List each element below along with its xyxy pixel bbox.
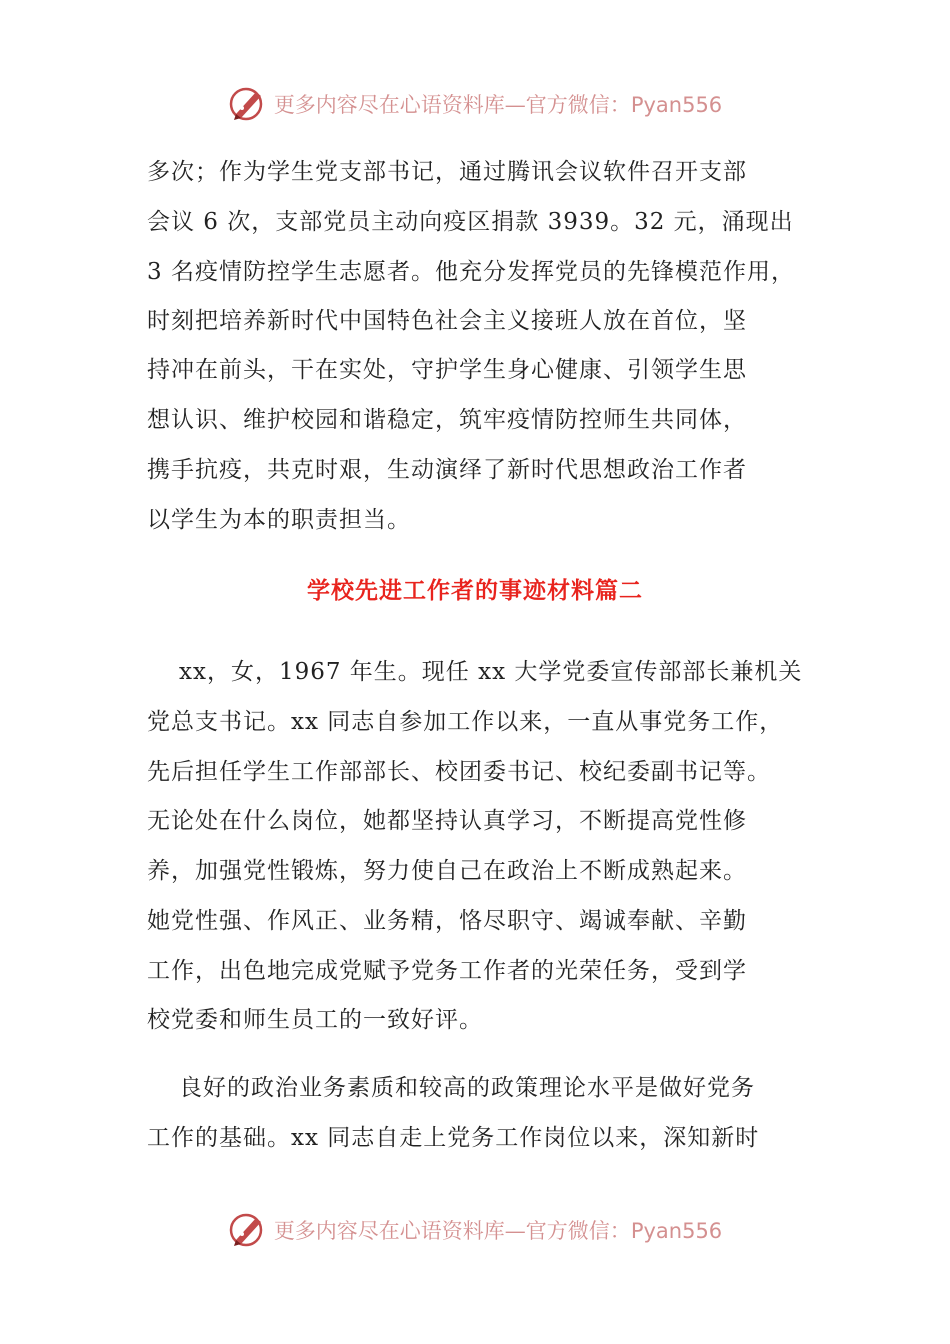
text-line: 多次；作为学生党支部书记，通过腾讯会议软件召开支部 bbox=[147, 159, 747, 185]
text-line: 良好的政治业务素质和较高的政策理论水平是做好党务 bbox=[179, 1075, 755, 1101]
header-wechat-id: Pyan556 bbox=[630, 93, 723, 117]
section-heading: 学校先进工作者的事迹材料篇二 bbox=[307, 578, 643, 604]
header-banner-text: 更多内容尽在心语资料库—官方微信：Pyan556 bbox=[273, 93, 723, 117]
text-line: 养，加强党性锻炼，努力使自己在政治上不断成熟起来。 bbox=[147, 858, 747, 884]
header-banner bbox=[0, 82, 950, 126]
text-line: 以学生为本的职责担当。 bbox=[147, 507, 411, 533]
text-line: 工作的基础。xx 同志自走上党务工作岗位以来，深知新时 bbox=[147, 1125, 760, 1151]
footer-banner bbox=[0, 1208, 950, 1252]
footer-banner-text: 更多内容尽在心语资料库—官方微信：Pyan556 bbox=[273, 1219, 723, 1243]
text-line: 持冲在前头，干在实处，守护学生身心健康、引领学生思 bbox=[147, 357, 747, 383]
text-line: 会议 6 次，支部党员主动向疫区捐款 3939。32 元，涌现出 bbox=[147, 209, 794, 235]
pen-logo-icon bbox=[228, 1210, 268, 1250]
text-line: 工作，出色地完成党赋予党务工作者的光荣任务，受到学 bbox=[147, 958, 747, 984]
text-line: 时刻把培养新时代中国特色社会主义接班人放在首位，坚 bbox=[147, 308, 747, 334]
text-line: 想认识、维护校园和谐稳定，筑牢疫情防控师生共同体， bbox=[147, 407, 747, 433]
text-line: 先后担任学生工作部部长、校团委书记、校纪委副书记等。 bbox=[147, 759, 771, 785]
text-line: 校党委和师生员工的一致好评。 bbox=[147, 1007, 483, 1033]
text-line: 她党性强、作风正、业务精，恪尽职守、竭诚奉献、辛勤 bbox=[147, 908, 747, 934]
pen-logo-icon bbox=[228, 84, 268, 124]
footer-wechat-id: Pyan556 bbox=[630, 1219, 723, 1243]
text-line: xx，女，1967 年生。现任 xx 大学党委宣传部部长兼机关 bbox=[179, 659, 803, 685]
text-line: 携手抗疫，共克时艰，生动演绎了新时代思想政治工作者 bbox=[147, 457, 747, 483]
text-line: 3 名疫情防控学生志愿者。他充分发挥党员的先锋模范作用， bbox=[147, 259, 795, 285]
text-line: 无论处在什么岗位，她都坚持认真学习，不断提高党性修 bbox=[147, 808, 747, 834]
text-line: 党总支书记。xx 同志自参加工作以来，一直从事党务工作， bbox=[147, 709, 784, 735]
